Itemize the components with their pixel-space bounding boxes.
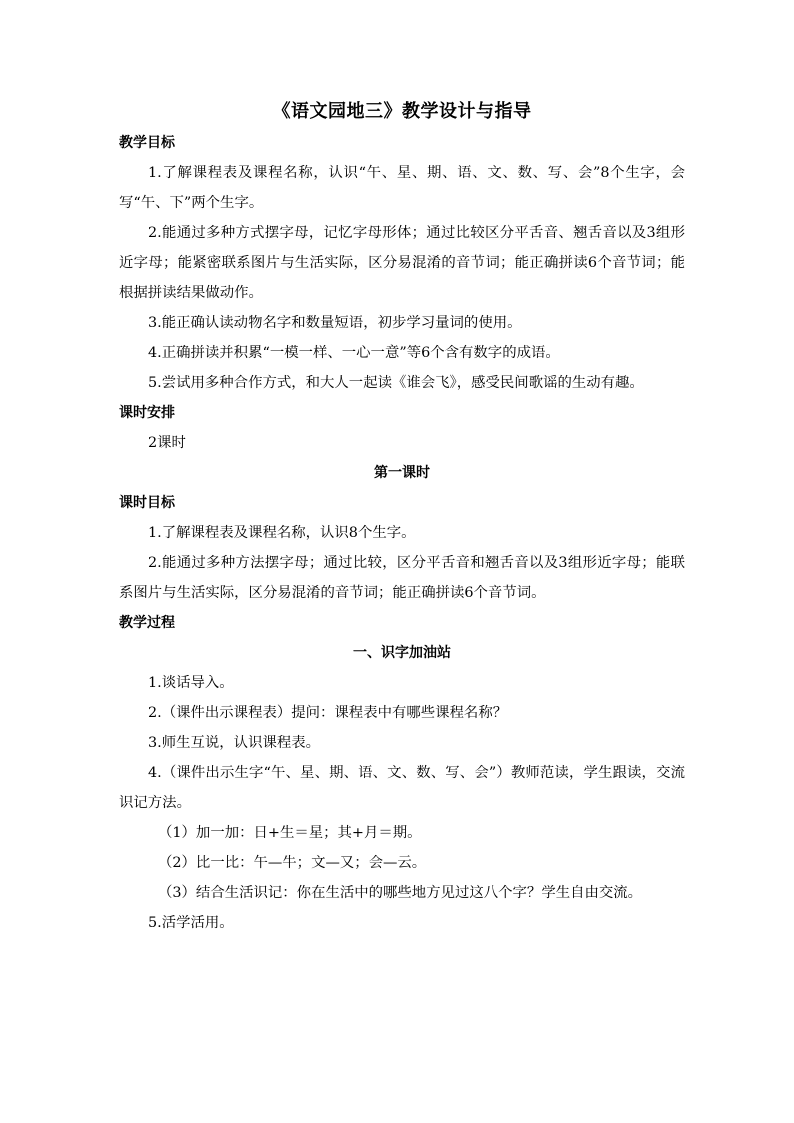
goal-item-1: 1.了解课程表及课程名称，认识“午、星、期、语、文、数、写、会”8个生字，会写“午、下”两个生字。 — [119, 165, 685, 211]
section-heading-process: 教学过程 — [119, 615, 175, 631]
process-substep-1: （1）加一加：日+生＝星；其+月＝期。 — [158, 825, 422, 841]
lesson-goal-1: 1.了解课程表及课程名称，认识8个生字。 — [148, 525, 416, 541]
goal-item-2: 2.能通过多种方式摆字母，记忆字母形体；通过比较区分平舌音、翘舌音以及3组形近字母；能紧密联系图片与生活实际，区分易混淆的音节词；能正确拼读6个音节词；能根据拼读结果做动作。 — [119, 225, 685, 301]
section-heading-lesson-goals: 课时目标 — [119, 495, 175, 511]
process-step-4: 4.（课件出示生字“午、星、期、语、文、数、写、会”）教师范读，学生跟读，交流识记方法。 — [119, 765, 685, 811]
lesson-title: 第一课时 — [374, 465, 430, 481]
process-step-3: 3.师生互说，认识课程表。 — [148, 735, 321, 751]
process-substep-2: （2）比一比：午—牛；文—又；会—云。 — [158, 855, 427, 871]
document-title: 《语文园地三》教学设计与指导 — [272, 101, 532, 122]
part-title-literacy: 一、识字加油站 — [353, 645, 451, 661]
goal-item-4: 4.正确拼读并积累“一模一样、一心一意”等6个含有数字的成语。 — [148, 345, 560, 361]
goal-item-5: 5.尝试用多种合作方式，和大人一起读《谁会飞》，感受民间歌谣的生动有趣。 — [148, 375, 644, 391]
lesson-goal-2: 2.能通过多种方法摆字母；通过比较，区分平舌音和翘舌音以及3组形近字母；能联系图片与生活实际，区分易混淆的音节词；能正确拼读6个音节词。 — [119, 555, 685, 601]
schedule-text: 2课时 — [148, 435, 186, 451]
process-step-5: 5.活学活用。 — [148, 915, 234, 931]
process-step-2: 2.（课件出示课程表）提问：课程表中有哪些课程名称？ — [148, 705, 508, 721]
document-page — [119, 96, 685, 938]
section-heading-goals: 教学目标 — [119, 135, 175, 151]
process-substep-3: （3）结合生活识记：你在生活中的哪些地方见过这八个字？学生自由交流。 — [158, 885, 643, 901]
goal-item-3: 3.能正确认读动物名字和数量短语，初步学习量词的使用。 — [148, 315, 522, 331]
process-step-1: 1.谈话导入。 — [148, 675, 234, 691]
section-heading-schedule: 课时安排 — [119, 405, 175, 421]
